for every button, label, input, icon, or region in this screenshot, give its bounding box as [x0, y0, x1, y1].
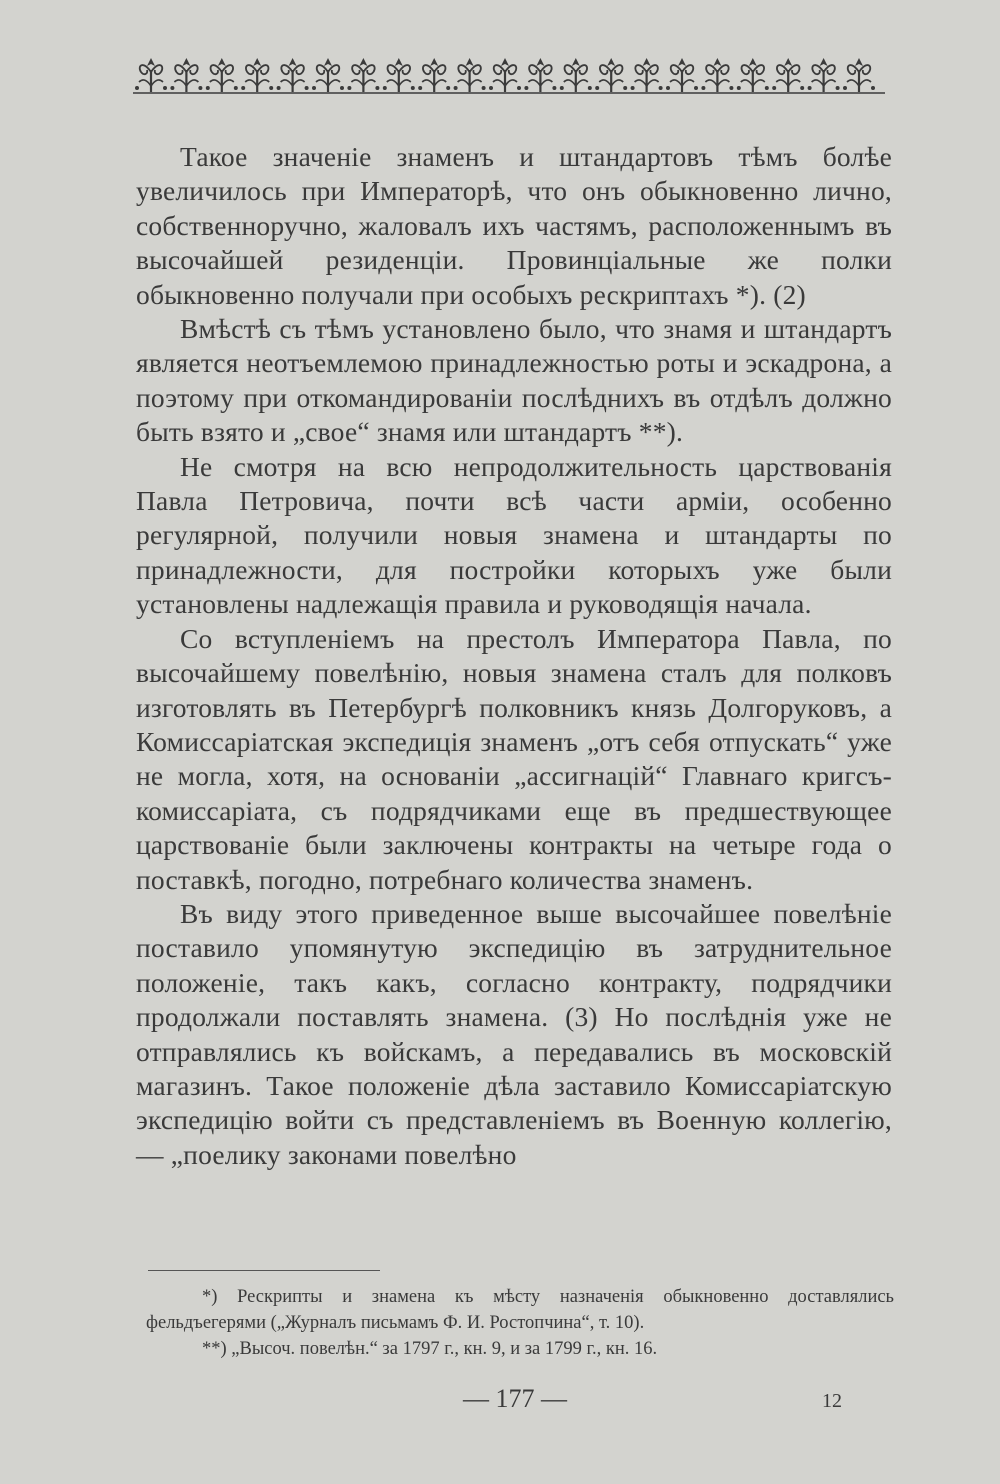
footnote-divider — [148, 1270, 380, 1271]
paragraph-5: Въ виду этого приведенное выше высочайшее повелѣніе поставило упомянутую экспедицію въ затруднительное положеніе, такъ какъ, согласно контракту, подрядчики продолжали поставлять знамена. (3) Но послѣднія уже не отправлялись къ войскамъ, а передавались въ московскій магазинъ. Такое положеніе дѣла заставило Комиссаріатскую экспедицію войти съ представленіемъ въ Военную коллегію, — „поелику законами повелѣно — [136, 897, 892, 1170]
footnote-1: *) Рескрипты и знамена къ мѣсту назначенія обыкновенно доставлялись фельдъегерями („Журналъ письмамъ Ф. И. Ростопчина“, т. 10). — [146, 1287, 894, 1333]
footnotes — [146, 1284, 894, 1362]
paragraph-2: Вмѣстѣ съ тѣмъ установлено было, что знамя и штандартъ является неотъемлемою принадлежностью роты и эскадрона, а поэтому при откомандированіи послѣднихъ въ отдѣлъ должно быть взято и „свое“ знамя или штандартъ **). — [136, 313, 892, 448]
paragraph-4: Со вступленіемъ на престолъ Императора Павла, по высочайшему повелѣнію, новыя знамена сталъ для полковъ изготовлять въ Петербургѣ полковникъ князь Долгоруковъ, а Комиссаріатская экспедиція знаменъ „отъ себя отпускать“ уже не могла, хотя, на основаніи „ассигнацій“ Главнаго кригсъ-комиссаріата, съ подрядчиками еще въ предшествующее царствованіе были заключены контракты на четыре года о поставкѣ, погодно, потребнаго количества знаменъ. — [136, 622, 892, 895]
paragraph-3: Не смотря на всю непродолжительность царствованія Павла Петровича, почти всѣ части арміи, особенно регулярной, получили новыя знамена и штандарты по принадлежности, для постройки которыхъ уже были установлены надлежащія правила и руководящія начала. — [136, 450, 892, 620]
paragraph-1: Такое значеніе знаменъ и штандартовъ тѣмъ болѣе увеличилось при Императорѣ, что онъ обыкновенно лично, собственноручно, жаловалъ ихъ частямъ, расположеннымъ въ высочайшей резиденціи. Провинціальные же полки обыкновенно получали при особыхъ рескриптахъ *). (2) — [136, 141, 892, 310]
body-text — [136, 140, 892, 1172]
footnote-2: **) „Высоч. повелѣн.“ за 1797 г., кн. 9, и за 1799 г., кн. 16. — [202, 1339, 658, 1359]
signature-mark: 12 — [822, 1390, 842, 1412]
decorative-headpiece-icon — [133, 52, 885, 96]
page-number: — 177 — — [463, 1384, 567, 1413]
